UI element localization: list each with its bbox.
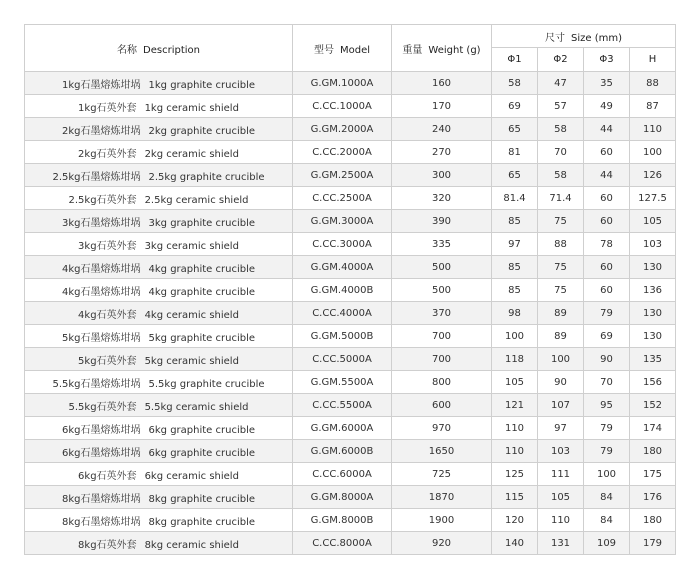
cell-d3: 44	[584, 164, 630, 187]
cell-d3: 100	[584, 463, 630, 486]
header-size-h: H	[630, 48, 676, 72]
cell-d1: 105	[492, 371, 538, 394]
cell-description	[25, 118, 293, 141]
description-cn: 4kg石墨熔炼坩埚	[62, 286, 141, 298]
table-row	[25, 256, 676, 279]
cell-model: G.GM.8000A	[293, 486, 392, 509]
cell-model: C.CC.1000A	[293, 95, 392, 118]
cell-d1: 100	[492, 325, 538, 348]
cell-h: 130	[630, 256, 676, 279]
cell-d3: 60	[584, 210, 630, 233]
description-cn: 3kg石英外套	[78, 240, 137, 252]
cell-d2: 97	[538, 417, 584, 440]
cell-description	[25, 486, 293, 509]
cell-h: 174	[630, 417, 676, 440]
cell-d3: 60	[584, 187, 630, 210]
description-cn: 4kg石英外套	[78, 309, 137, 321]
description-en: 2.5kg ceramic shield	[144, 194, 249, 206]
cell-h: 127.5	[630, 187, 676, 210]
description-en: 8kg graphite crucible	[148, 493, 255, 505]
cell-weight: 920	[392, 532, 492, 555]
description-cn: 1kg石墨熔炼坩埚	[62, 79, 141, 91]
cell-d2: 88	[538, 233, 584, 256]
cell-d2: 57	[538, 95, 584, 118]
cell-h: 176	[630, 486, 676, 509]
cell-d3: 69	[584, 325, 630, 348]
cell-d3: 79	[584, 440, 630, 463]
cell-d1: 85	[492, 256, 538, 279]
cell-d1: 81	[492, 141, 538, 164]
cell-weight: 725	[392, 463, 492, 486]
cell-description	[25, 210, 293, 233]
header-weight-cn: 重量	[402, 44, 423, 56]
description-cn: 6kg石英外套	[78, 470, 137, 482]
description-en: 8kg graphite crucible	[148, 516, 255, 528]
description-en: 5kg graphite crucible	[148, 332, 255, 344]
cell-model: C.CC.5500A	[293, 394, 392, 417]
cell-d1: 85	[492, 279, 538, 302]
cell-model: G.GM.2500A	[293, 164, 392, 187]
description-en: 6kg ceramic shield	[144, 470, 239, 482]
cell-description	[25, 509, 293, 532]
description-en: 6kg graphite crucible	[148, 447, 255, 459]
cell-model: G.GM.4000A	[293, 256, 392, 279]
cell-d2: 89	[538, 302, 584, 325]
table-row	[25, 348, 676, 371]
cell-d3: 79	[584, 302, 630, 325]
cell-weight: 160	[392, 72, 492, 95]
cell-d3: 49	[584, 95, 630, 118]
cell-d3: 90	[584, 348, 630, 371]
header-model	[293, 25, 392, 72]
cell-weight: 600	[392, 394, 492, 417]
cell-model: C.CC.3000A	[293, 233, 392, 256]
description-cn: 2.5kg石墨熔炼坩埚	[52, 171, 141, 183]
cell-h: 135	[630, 348, 676, 371]
cell-model: G.GM.3000A	[293, 210, 392, 233]
cell-d1: 81.4	[492, 187, 538, 210]
cell-d2: 70	[538, 141, 584, 164]
table-body	[25, 72, 676, 555]
cell-weight: 970	[392, 417, 492, 440]
table-row	[25, 440, 676, 463]
cell-d2: 90	[538, 371, 584, 394]
description-en: 2kg graphite crucible	[148, 125, 255, 137]
cell-weight: 500	[392, 256, 492, 279]
header-weight	[392, 25, 492, 72]
cell-weight: 170	[392, 95, 492, 118]
table-row	[25, 325, 676, 348]
cell-d2: 71.4	[538, 187, 584, 210]
cell-model: G.GM.4000B	[293, 279, 392, 302]
cell-model: C.CC.2500A	[293, 187, 392, 210]
cell-d2: 103	[538, 440, 584, 463]
description-en: 2.5kg graphite crucible	[148, 171, 265, 183]
header-model-cn: 型号	[313, 44, 334, 56]
cell-weight: 335	[392, 233, 492, 256]
cell-d3: 35	[584, 72, 630, 95]
cell-description	[25, 187, 293, 210]
spec-table-container	[24, 24, 675, 555]
description-cn: 6kg石墨熔炼坩埚	[62, 447, 141, 459]
description-en: 6kg graphite crucible	[148, 424, 255, 436]
cell-h: 175	[630, 463, 676, 486]
cell-d1: 110	[492, 440, 538, 463]
description-en: 1kg graphite crucible	[148, 79, 255, 91]
cell-d2: 105	[538, 486, 584, 509]
description-en: 3kg graphite crucible	[148, 217, 255, 229]
cell-description	[25, 72, 293, 95]
description-cn: 8kg石墨熔炼坩埚	[62, 516, 141, 528]
cell-d3: 84	[584, 486, 630, 509]
header-size	[492, 25, 676, 48]
table-row	[25, 210, 676, 233]
description-cn: 5kg石英外套	[78, 355, 137, 367]
cell-d2: 131	[538, 532, 584, 555]
cell-model: G.GM.6000B	[293, 440, 392, 463]
description-cn: 2.5kg石英外套	[68, 194, 137, 206]
cell-d3: 60	[584, 256, 630, 279]
description-en: 3kg ceramic shield	[144, 240, 239, 252]
cell-h: 103	[630, 233, 676, 256]
cell-d1: 85	[492, 210, 538, 233]
cell-description	[25, 371, 293, 394]
description-en: 5.5kg graphite crucible	[148, 378, 265, 390]
cell-description	[25, 233, 293, 256]
cell-weight: 500	[392, 279, 492, 302]
cell-model: C.CC.6000A	[293, 463, 392, 486]
cell-description	[25, 348, 293, 371]
header-size-d3: Φ3	[584, 48, 630, 72]
description-cn: 8kg石墨熔炼坩埚	[62, 493, 141, 505]
cell-d2: 58	[538, 118, 584, 141]
header-size-cn: 尺寸	[545, 32, 565, 44]
cell-model: G.GM.1000A	[293, 72, 392, 95]
cell-h: 100	[630, 141, 676, 164]
description-cn: 1kg石英外套	[78, 102, 137, 114]
cell-h: 156	[630, 371, 676, 394]
description-en: 5.5kg ceramic shield	[144, 401, 249, 413]
description-en: 8kg ceramic shield	[144, 539, 239, 551]
description-cn: 2kg石墨熔炼坩埚	[62, 125, 141, 137]
cell-d2: 75	[538, 256, 584, 279]
header-weight-en: Weight (g)	[428, 44, 481, 56]
cell-description	[25, 440, 293, 463]
cell-d1: 140	[492, 532, 538, 555]
description-cn: 4kg石墨熔炼坩埚	[62, 263, 141, 275]
cell-model: C.CC.5000A	[293, 348, 392, 371]
cell-h: 180	[630, 440, 676, 463]
cell-weight: 700	[392, 348, 492, 371]
cell-description	[25, 463, 293, 486]
cell-d1: 58	[492, 72, 538, 95]
header-size-en: Size (mm)	[571, 32, 622, 44]
cell-d2: 58	[538, 164, 584, 187]
table-row	[25, 95, 676, 118]
cell-d2: 89	[538, 325, 584, 348]
cell-d3: 60	[584, 141, 630, 164]
cell-description	[25, 141, 293, 164]
cell-d3: 109	[584, 532, 630, 555]
cell-model: G.GM.5000B	[293, 325, 392, 348]
cell-d1: 121	[492, 394, 538, 417]
cell-model: G.GM.6000A	[293, 417, 392, 440]
cell-model: C.CC.4000A	[293, 302, 392, 325]
header-model-en: Model	[339, 44, 371, 56]
spec-table	[24, 24, 676, 555]
table-row	[25, 279, 676, 302]
cell-description	[25, 394, 293, 417]
cell-d3: 60	[584, 279, 630, 302]
table-header	[25, 25, 676, 72]
cell-model: G.GM.5500A	[293, 371, 392, 394]
cell-d1: 110	[492, 417, 538, 440]
cell-d1: 69	[492, 95, 538, 118]
description-en: 4kg graphite crucible	[148, 263, 255, 275]
cell-h: 105	[630, 210, 676, 233]
cell-weight: 700	[392, 325, 492, 348]
cell-weight: 1900	[392, 509, 492, 532]
description-en: 1kg ceramic shield	[144, 102, 239, 114]
cell-d2: 110	[538, 509, 584, 532]
table-row	[25, 72, 676, 95]
table-row	[25, 302, 676, 325]
cell-d2: 75	[538, 279, 584, 302]
cell-d2: 75	[538, 210, 584, 233]
cell-description	[25, 164, 293, 187]
cell-d1: 120	[492, 509, 538, 532]
table-row	[25, 371, 676, 394]
description-cn: 8kg石英外套	[78, 539, 137, 551]
description-en: 2kg ceramic shield	[144, 148, 239, 160]
cell-d2: 100	[538, 348, 584, 371]
cell-d3: 44	[584, 118, 630, 141]
header-description-en: Description	[143, 44, 200, 56]
cell-model: C.CC.8000A	[293, 532, 392, 555]
cell-description	[25, 302, 293, 325]
cell-d2: 107	[538, 394, 584, 417]
cell-description	[25, 256, 293, 279]
cell-description	[25, 417, 293, 440]
table-row	[25, 394, 676, 417]
cell-h: 130	[630, 302, 676, 325]
cell-h: 126	[630, 164, 676, 187]
table-row	[25, 509, 676, 532]
cell-h: 87	[630, 95, 676, 118]
cell-d1: 65	[492, 118, 538, 141]
cell-weight: 240	[392, 118, 492, 141]
description-cn: 2kg石英外套	[78, 148, 137, 160]
table-row	[25, 486, 676, 509]
cell-model: G.GM.2000A	[293, 118, 392, 141]
header-description	[25, 25, 293, 72]
header-description-cn: 名称	[117, 44, 138, 56]
table-row	[25, 417, 676, 440]
cell-h: 152	[630, 394, 676, 417]
cell-weight: 300	[392, 164, 492, 187]
description-cn: 5.5kg石墨熔炼坩埚	[52, 378, 141, 390]
table-row	[25, 164, 676, 187]
description-en: 4kg graphite crucible	[148, 286, 255, 298]
cell-d2: 111	[538, 463, 584, 486]
cell-description	[25, 95, 293, 118]
cell-description	[25, 532, 293, 555]
cell-h: 180	[630, 509, 676, 532]
cell-model: G.GM.8000B	[293, 509, 392, 532]
table-row	[25, 532, 676, 555]
cell-description	[25, 279, 293, 302]
cell-d1: 125	[492, 463, 538, 486]
cell-d2: 47	[538, 72, 584, 95]
cell-d1: 115	[492, 486, 538, 509]
cell-d1: 97	[492, 233, 538, 256]
cell-d3: 78	[584, 233, 630, 256]
header-size-d1: Φ1	[492, 48, 538, 72]
description-cn: 5kg石墨熔炼坩埚	[62, 332, 141, 344]
cell-d1: 118	[492, 348, 538, 371]
description-cn: 5.5kg石英外套	[68, 401, 137, 413]
cell-description	[25, 325, 293, 348]
table-row	[25, 187, 676, 210]
table-row	[25, 463, 676, 486]
table-row	[25, 141, 676, 164]
cell-h: 179	[630, 532, 676, 555]
cell-h: 130	[630, 325, 676, 348]
header-size-d2: Φ2	[538, 48, 584, 72]
cell-d3: 84	[584, 509, 630, 532]
cell-h: 136	[630, 279, 676, 302]
table-row	[25, 118, 676, 141]
cell-d1: 98	[492, 302, 538, 325]
cell-h: 110	[630, 118, 676, 141]
description-en: 4kg ceramic shield	[144, 309, 239, 321]
cell-model: C.CC.2000A	[293, 141, 392, 164]
cell-weight: 370	[392, 302, 492, 325]
cell-weight: 390	[392, 210, 492, 233]
description-cn: 3kg石墨熔炼坩埚	[62, 217, 141, 229]
cell-weight: 1870	[392, 486, 492, 509]
cell-d3: 95	[584, 394, 630, 417]
cell-h: 88	[630, 72, 676, 95]
cell-weight: 320	[392, 187, 492, 210]
cell-d3: 79	[584, 417, 630, 440]
description-en: 5kg ceramic shield	[144, 355, 239, 367]
description-cn: 6kg石墨熔炼坩埚	[62, 424, 141, 436]
cell-weight: 1650	[392, 440, 492, 463]
table-row	[25, 233, 676, 256]
cell-weight: 270	[392, 141, 492, 164]
cell-weight: 800	[392, 371, 492, 394]
cell-d1: 65	[492, 164, 538, 187]
cell-d3: 70	[584, 371, 630, 394]
